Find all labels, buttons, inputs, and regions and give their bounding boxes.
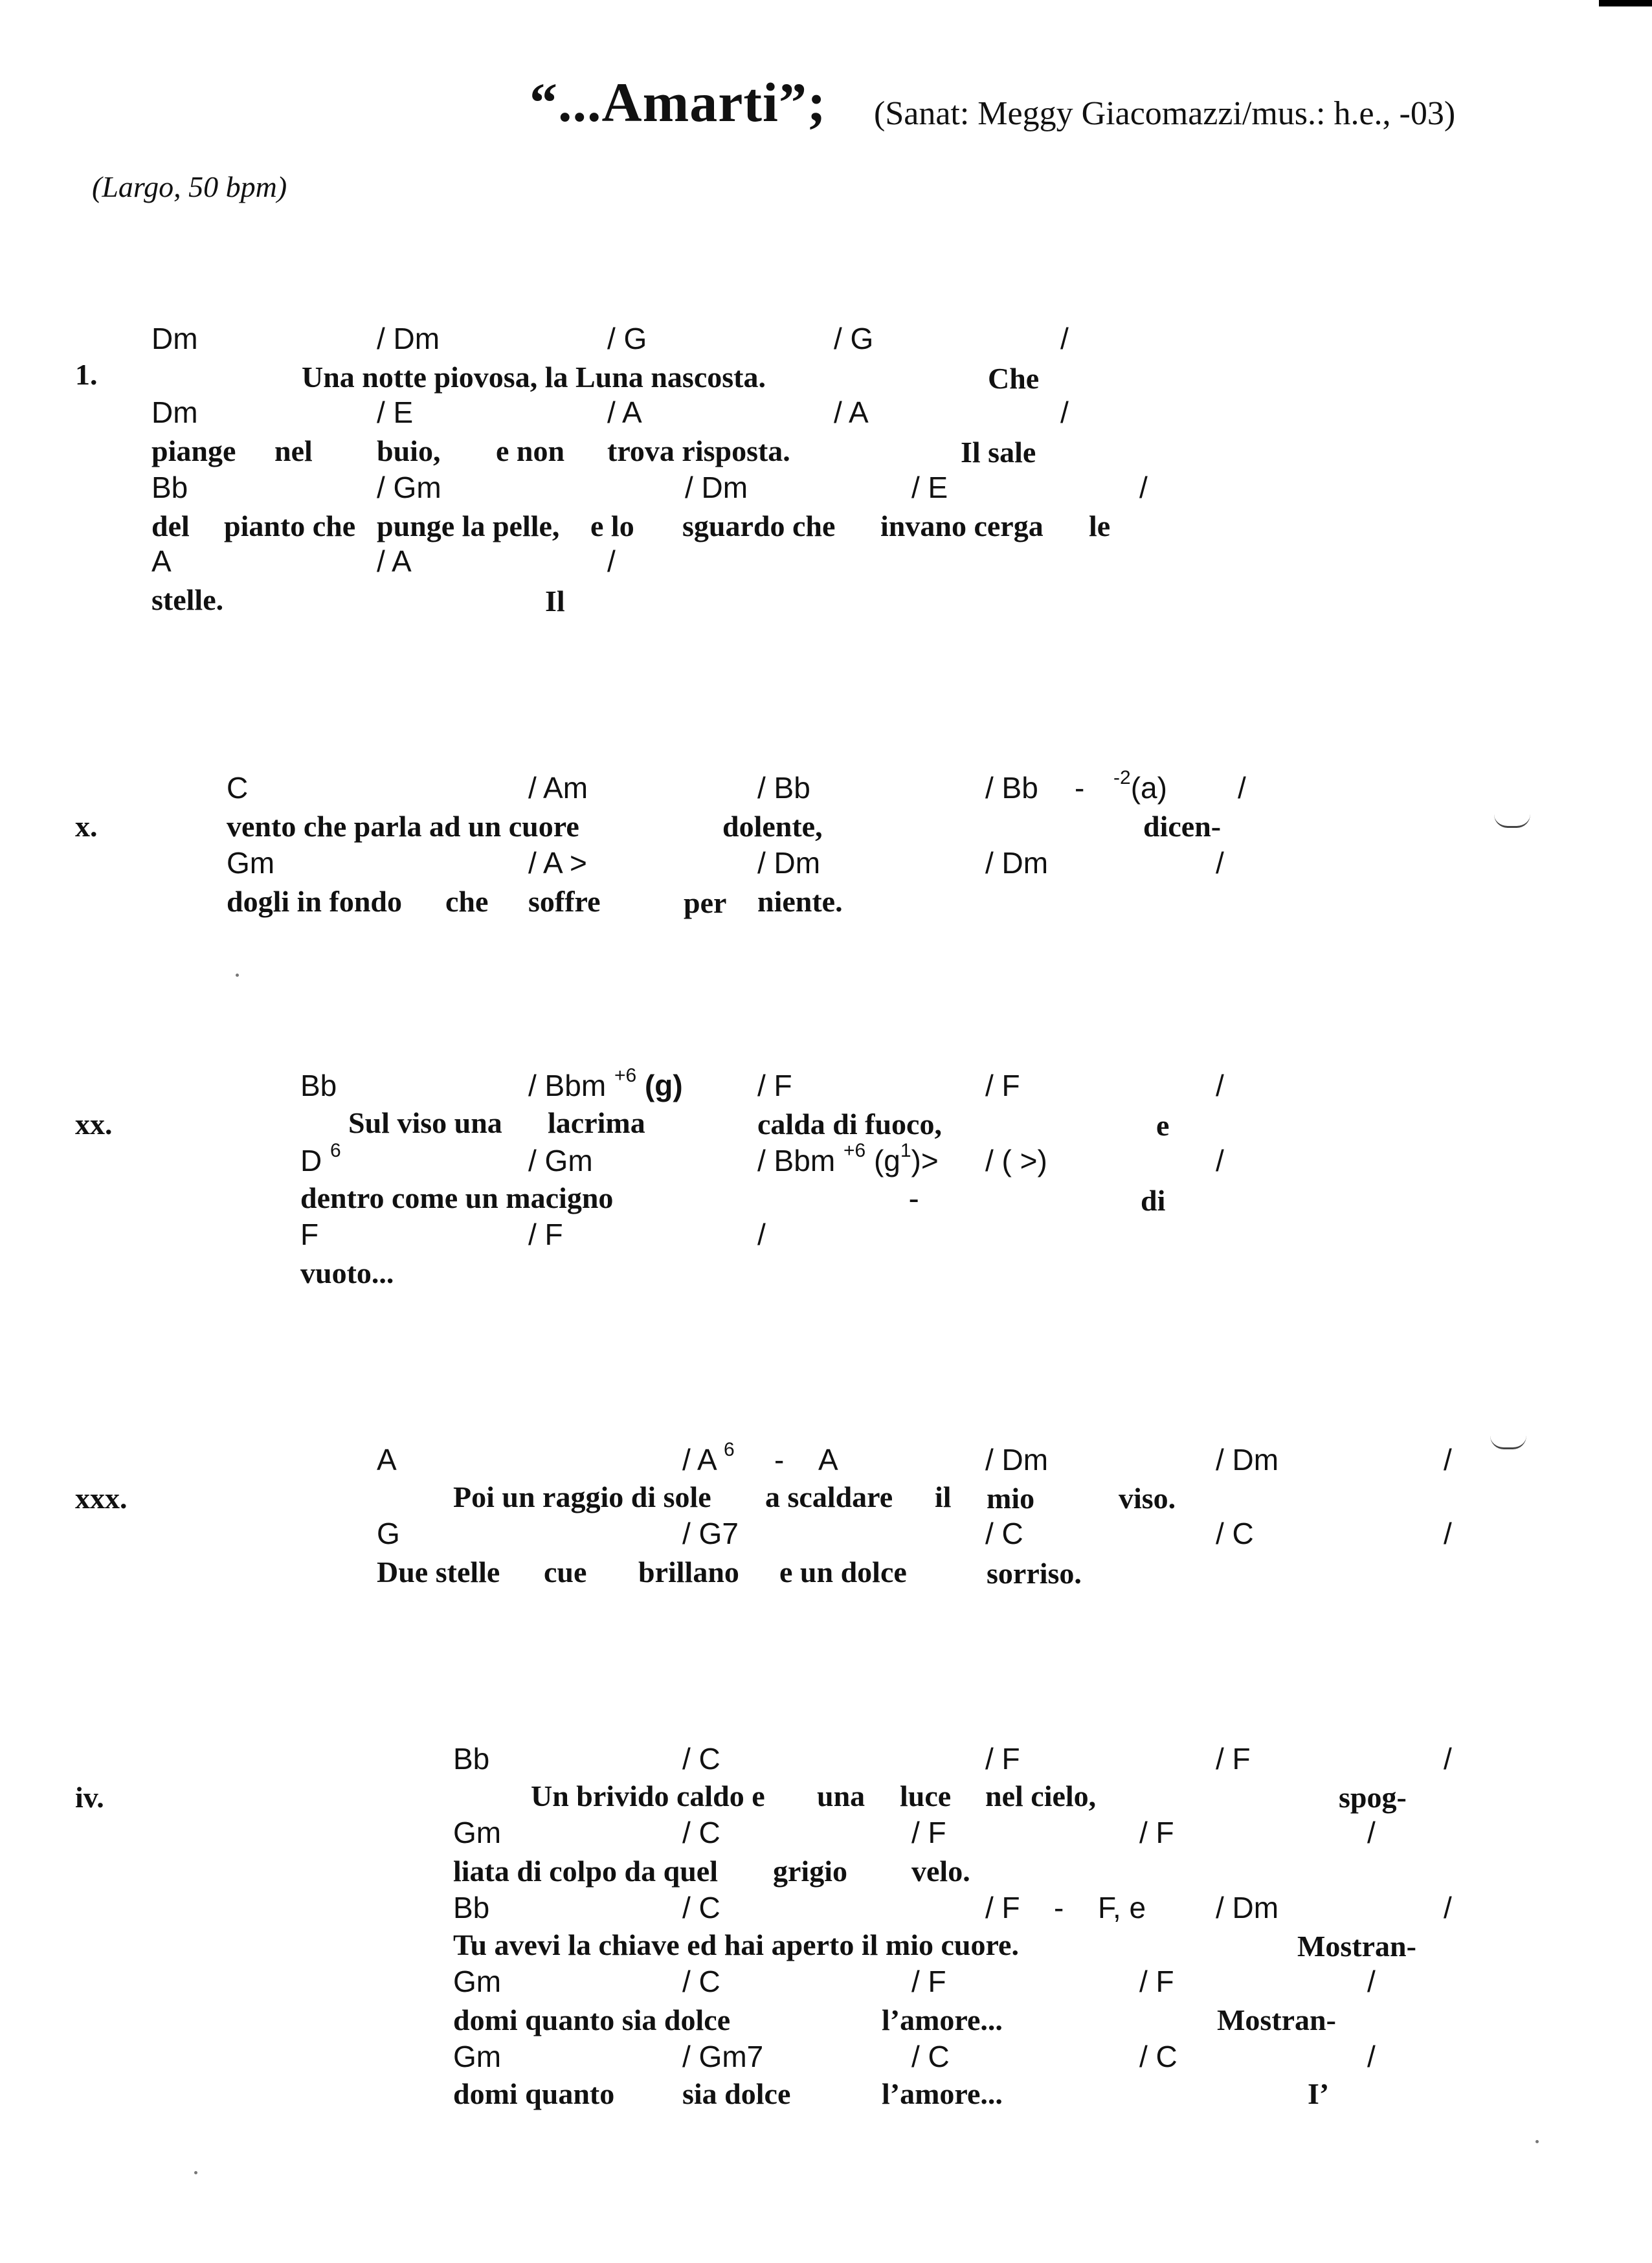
chord: / C: [682, 1742, 720, 1776]
section-label: xxx.: [75, 1482, 128, 1515]
chord: Gm: [453, 1965, 502, 1998]
lyric: buio,: [377, 434, 441, 467]
chord: / C: [682, 1891, 720, 1924]
chord: / Dm: [685, 471, 748, 504]
lyric: dicen-: [1143, 810, 1222, 843]
chord: / C: [1216, 1517, 1254, 1550]
chord: / C: [682, 1816, 720, 1849]
song-title: “...Amarti”;: [530, 71, 827, 133]
chord: F, e: [1098, 1891, 1146, 1924]
chord: G: [377, 1517, 400, 1550]
chord: / Bb: [757, 771, 810, 805]
scan-speck: [194, 2171, 197, 2174]
chord: / C: [911, 2040, 950, 2073]
lyric: Poi un raggio di sole: [453, 1480, 711, 1513]
lyric: il: [935, 1480, 952, 1513]
chord: / Am: [528, 771, 588, 805]
chord: / G7: [682, 1517, 739, 1550]
chord: Bb: [300, 1069, 337, 1102]
lyric: di: [1141, 1184, 1166, 1217]
lyric: cue: [544, 1555, 587, 1589]
chord: / Gm: [528, 1144, 593, 1177]
section-label: 1.: [75, 358, 98, 391]
chord-superscript: -2: [1113, 767, 1131, 788]
lyric: dentro come un macigno: [300, 1181, 614, 1214]
lyric: Due stelle: [377, 1555, 500, 1589]
lyric: nel cielo,: [985, 1779, 1097, 1812]
chord: /: [1139, 471, 1148, 504]
lyric: Che: [988, 362, 1040, 395]
lyric: e un dolce: [779, 1555, 907, 1589]
chord-note: )>: [911, 1144, 939, 1177]
chord: Dm: [151, 322, 198, 355]
chord: A: [818, 1443, 838, 1477]
lyric: a scaldare: [765, 1480, 893, 1513]
lyric: dolente,: [722, 810, 823, 843]
chord: / Dm: [985, 1443, 1049, 1477]
chord: / A: [834, 396, 869, 429]
chord: /: [1367, 2040, 1376, 2073]
chord: /: [757, 1218, 766, 1251]
chord: / F: [1216, 1742, 1251, 1776]
chord-with-superscript: [1113, 767, 1167, 805]
lyric: brillano: [638, 1555, 739, 1589]
lyric: liata di colpo da quel: [453, 1855, 718, 1888]
chord: Gm: [453, 2040, 502, 2073]
corner-mark: [1599, 0, 1652, 6]
chord: /: [1060, 396, 1069, 429]
chord-with-superscript: [757, 1140, 939, 1178]
lyric: stelle.: [151, 583, 224, 616]
chord-root: / A: [682, 1443, 716, 1477]
chord: / Dm: [985, 846, 1049, 880]
lyric: Mostran-: [1297, 1930, 1416, 1963]
lyric: che: [445, 885, 489, 918]
chord-superscript: 6: [723, 1439, 735, 1460]
lyric: invano cerga: [880, 509, 1044, 542]
lyric: sorriso.: [987, 1557, 1082, 1590]
lyric: -: [909, 1181, 919, 1214]
chord: / G: [834, 322, 874, 355]
lyric: I’: [1308, 2077, 1330, 2110]
chord-superscript: +6: [843, 1140, 866, 1161]
lyric: Il sale: [961, 436, 1036, 469]
chord-superscript: 6: [330, 1140, 341, 1161]
song-credit: (Sanat: Meggy Giacomazzi/mus.: h.e., -03): [874, 95, 1456, 132]
chord: / Gm: [377, 471, 441, 504]
section-label: x.: [75, 810, 98, 843]
lyric: Un brivido caldo e: [531, 1779, 765, 1812]
lyric: e lo: [590, 509, 634, 542]
chord: A: [377, 1443, 397, 1477]
chord-note: (a): [1130, 771, 1167, 805]
lyric: mio: [987, 1482, 1035, 1515]
lyric: Mostran-: [1217, 2003, 1336, 2036]
lyric: viso.: [1119, 1482, 1176, 1515]
chord: / E: [911, 471, 948, 504]
chord: Gm: [453, 1816, 502, 1849]
lyric: dogli in fondo: [227, 885, 402, 918]
lyric: per: [684, 886, 727, 919]
chord: Bb: [151, 471, 188, 504]
chord-with-superscript: [682, 1439, 735, 1477]
chord: /: [1216, 1069, 1224, 1102]
chord: / C: [985, 1517, 1023, 1550]
section-label: xx.: [75, 1108, 113, 1141]
chord: F: [300, 1218, 319, 1251]
chord: /: [1367, 1965, 1376, 1998]
chord: / Gm7: [682, 2040, 764, 2073]
lyric: Il: [545, 585, 565, 618]
lyric: domi quanto sia dolce: [453, 2003, 731, 2036]
lyric: Tu avevi la chiave ed hai aperto il mio cuore.: [453, 1928, 1019, 1961]
lyric: l’amore...: [882, 2077, 1003, 2110]
lyric: le: [1089, 509, 1111, 542]
chord: / A: [377, 544, 412, 578]
chord: /: [1216, 1144, 1224, 1177]
chord: / F: [757, 1069, 792, 1102]
chord: Dm: [151, 396, 198, 429]
lyric: l’amore...: [882, 2003, 1003, 2036]
chord-with-superscript: [300, 1140, 341, 1178]
lyric: grigio: [773, 1855, 847, 1888]
chord: / G: [607, 322, 647, 355]
chord: /: [1444, 1517, 1452, 1550]
chord: Gm: [227, 846, 275, 880]
lyric: trova risposta.: [607, 434, 790, 467]
lyric: e: [1156, 1109, 1170, 1142]
lyric: pianto che: [224, 509, 356, 542]
chord: /: [607, 544, 616, 578]
lyric: vuoto...: [300, 1256, 394, 1289]
lyric: Sul viso una: [348, 1106, 502, 1139]
chord: / F: [911, 1965, 946, 1998]
chord: / C: [682, 1965, 720, 1998]
chord: / F: [1139, 1816, 1174, 1849]
chord: /: [1060, 322, 1069, 355]
chord: /: [1444, 1742, 1452, 1776]
chord: / E: [377, 396, 414, 429]
chord-note: (g): [644, 1069, 683, 1102]
lyric: luce: [900, 1779, 952, 1812]
chord: -: [774, 1443, 785, 1477]
lyric: sia dolce: [682, 2077, 791, 2110]
lyric: piange: [151, 434, 236, 467]
lyric: punge la pelle,: [377, 509, 560, 542]
chord: / F: [911, 1816, 946, 1849]
scan-speck: [1535, 2140, 1539, 2143]
chord: -: [1054, 1891, 1064, 1924]
chord-superscript: +6: [614, 1065, 637, 1086]
lyric: niente.: [757, 885, 843, 918]
lyric: lacrima: [548, 1106, 645, 1139]
lyric: nel: [274, 434, 313, 467]
chord: C: [227, 771, 249, 805]
chord-with-superscript: [528, 1065, 683, 1103]
chord: / Bb: [985, 771, 1038, 805]
lyric: spog-: [1339, 1781, 1407, 1814]
chord: A: [151, 544, 172, 578]
section-label: iv.: [75, 1781, 104, 1814]
chord: / Dm: [1216, 1891, 1279, 1924]
lyric: domi quanto: [453, 2077, 615, 2110]
chord-root: D: [300, 1144, 322, 1177]
chord: /: [1444, 1891, 1452, 1924]
chord: / Dm: [1216, 1443, 1279, 1477]
chord: / F: [528, 1218, 563, 1251]
chord: / Dm: [377, 322, 440, 355]
lyric: una: [817, 1779, 865, 1812]
chord: / A >: [528, 846, 587, 880]
chord: / C: [1139, 2040, 1178, 2073]
lyric: velo.: [911, 1855, 970, 1888]
chord: Bb: [453, 1742, 490, 1776]
chord: /: [1367, 1816, 1376, 1849]
chord: -: [1075, 771, 1085, 805]
lyric: vento che parla ad un cuore: [227, 810, 579, 843]
lyric: Una notte piovosa, la Luna nascosta.: [302, 361, 766, 394]
lyric: soffre: [528, 885, 601, 918]
chord: / F: [1139, 1965, 1174, 1998]
chord: /: [1444, 1443, 1452, 1477]
chord-root: / Bbm: [757, 1144, 836, 1177]
lyric: e non: [496, 434, 565, 467]
chord: / F: [985, 1742, 1020, 1776]
chord: / ( >): [985, 1144, 1047, 1177]
chord: / A: [607, 396, 642, 429]
chord: /: [1216, 846, 1224, 880]
chord: Bb: [453, 1891, 490, 1924]
chord: / F: [985, 1891, 1020, 1924]
tempo-marking: (Largo, 50 bpm): [92, 170, 287, 203]
chord-root: / Bbm: [528, 1069, 607, 1102]
chord: / Dm: [757, 846, 821, 880]
chord: / F: [985, 1069, 1020, 1102]
scan-speck: [236, 974, 239, 977]
scan-mark: [1490, 1436, 1526, 1449]
lyric: del: [151, 509, 190, 542]
lyric: calda di fuoco,: [757, 1108, 942, 1141]
scan-mark: [1494, 814, 1530, 828]
chord: /: [1238, 771, 1246, 805]
chord-superscript: 1: [900, 1140, 911, 1161]
chord-note: (g: [873, 1144, 900, 1177]
lyric: sguardo che: [682, 509, 836, 542]
